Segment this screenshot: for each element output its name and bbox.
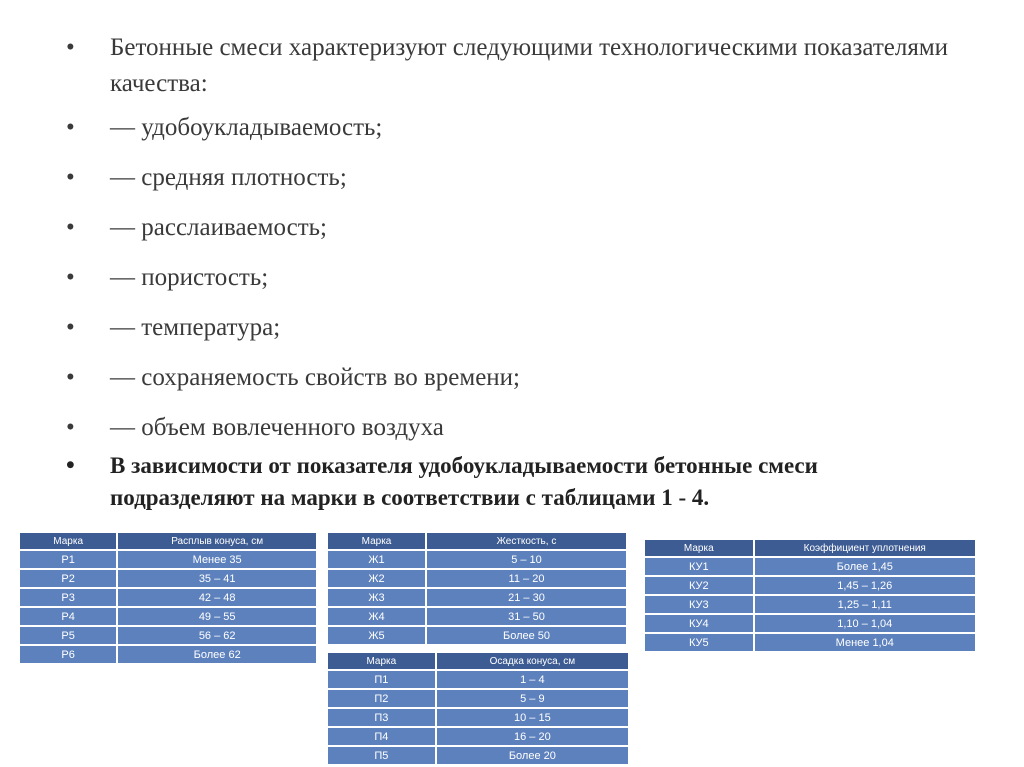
header-cell: Марка [19,532,117,550]
bullet-text: Бетонные смеси характеризуют следующими технологическими показателями качества: [110,34,949,97]
table-cell: КУ4 [644,614,754,633]
bullet-text: — средняя плотность; [110,164,347,191]
bullet-text: — удобоукладываемость; [110,114,383,141]
header-cell: Жесткость, с [426,532,627,550]
table-row [327,746,629,765]
table-cell: 56 – 62 [117,626,317,645]
table-stiffness [326,531,628,646]
table-compaction [643,538,977,653]
table-row [19,550,317,569]
bullet-summary [66,450,966,514]
table-row [644,595,976,614]
table-row [327,670,629,689]
header-cell: Расплыв конуса, см [117,532,317,550]
table-row [327,689,629,708]
header-cell: Марка [644,539,754,557]
bullet-dot-icon: • [66,264,75,291]
table-cell: 42 – 48 [117,588,317,607]
table-row [327,727,629,746]
table-cell: 21 – 30 [426,588,627,607]
table-cell: Ж1 [327,550,426,569]
table-row [644,576,976,595]
table-cell: Более 1,45 [754,557,976,576]
table-cell: 35 – 41 [117,569,317,588]
table-cell: 1 – 4 [436,670,629,689]
table-row [327,626,627,645]
table-cell: 5 – 10 [426,550,627,569]
table-cell: 31 – 50 [426,607,627,626]
bullet-text: — расслаиваемость; [110,214,327,241]
header-cell: Марка [327,532,426,550]
table-cell: 16 – 20 [436,727,629,746]
table-cell: Р1 [19,550,117,569]
table-cell: 1,45 – 1,26 [754,576,976,595]
table-header-row [19,532,317,550]
table-cell: Ж3 [327,588,426,607]
bullet-text: В зависимости от показателя удобоукладываемости бетонные смеси подразделяют на марки в соответствии с таблицами 1 - 4. [110,453,818,510]
bullet-item [66,260,966,296]
table-cell: Более 20 [436,746,629,765]
table-cell: Менее 1,04 [754,633,976,652]
table-row [327,607,627,626]
table-cell: 10 – 15 [436,708,629,727]
table-cell: 11 – 20 [426,569,627,588]
table-cell: КУ5 [644,633,754,652]
table-row [327,569,627,588]
table-cell: П1 [327,670,436,689]
bullet-intro [66,30,966,102]
table-row [327,550,627,569]
table-cone-slump [326,651,630,766]
bullet-dot-icon: • [66,164,75,191]
header-cell: Коэффициент уплотнения [754,539,976,557]
bullet-dot-icon: • [66,314,75,341]
bullet-item [66,360,966,396]
table-cell: Более 50 [426,626,627,645]
table-header-row [327,532,627,550]
table-cell: КУ3 [644,595,754,614]
table-cell: КУ2 [644,576,754,595]
table-cone-spread [18,531,318,665]
bullet-text: — температура; [110,314,281,341]
table-row [19,607,317,626]
bullet-dot-icon: • [66,214,75,241]
table-row [644,633,976,652]
bullet-item [66,210,966,246]
table-row [19,569,317,588]
table-row [644,557,976,576]
table-cell: Менее 35 [117,550,317,569]
bullet-text: — пористость; [110,264,269,291]
table-cell: Ж4 [327,607,426,626]
table-cell: 5 – 9 [436,689,629,708]
bullet-text: — объем вовлеченного воздуха [110,414,444,441]
bullet-dot-icon: • [66,414,75,441]
table-cell: П2 [327,689,436,708]
header-cell: Марка [327,652,436,670]
table-header-row [327,652,629,670]
bullet-item [66,410,966,446]
table-row [19,645,317,664]
bullet-list [66,30,966,528]
table-cell: Р2 [19,569,117,588]
bullet-item [66,310,966,346]
table-cell: 1,25 – 1,11 [754,595,976,614]
bullet-dot-icon: • [66,114,75,141]
table-cell: П3 [327,708,436,727]
bullet-dot-icon: • [66,452,75,479]
bullet-item [66,110,966,146]
table-cell: 1,10 – 1,04 [754,614,976,633]
table-row [327,588,627,607]
table-cell: Более 62 [117,645,317,664]
bullet-dot-icon: • [66,34,75,61]
table-cell: П4 [327,727,436,746]
bullet-text: — сохраняемость свойств во времени; [110,364,520,391]
bullet-dot-icon: • [66,364,75,391]
table-cell: Ж2 [327,569,426,588]
bullet-item [66,160,966,196]
table-row [19,626,317,645]
table-cell: 49 – 55 [117,607,317,626]
table-cell: Р4 [19,607,117,626]
table-row [644,614,976,633]
table-header-row [644,539,976,557]
table-row [19,588,317,607]
table-cell: КУ1 [644,557,754,576]
header-cell: Осадка конуса, см [436,652,629,670]
table-cell: Р3 [19,588,117,607]
table-cell: Р6 [19,645,117,664]
table-row [327,708,629,727]
table-cell: П5 [327,746,436,765]
table-cell: Р5 [19,626,117,645]
table-cell: Ж5 [327,626,426,645]
